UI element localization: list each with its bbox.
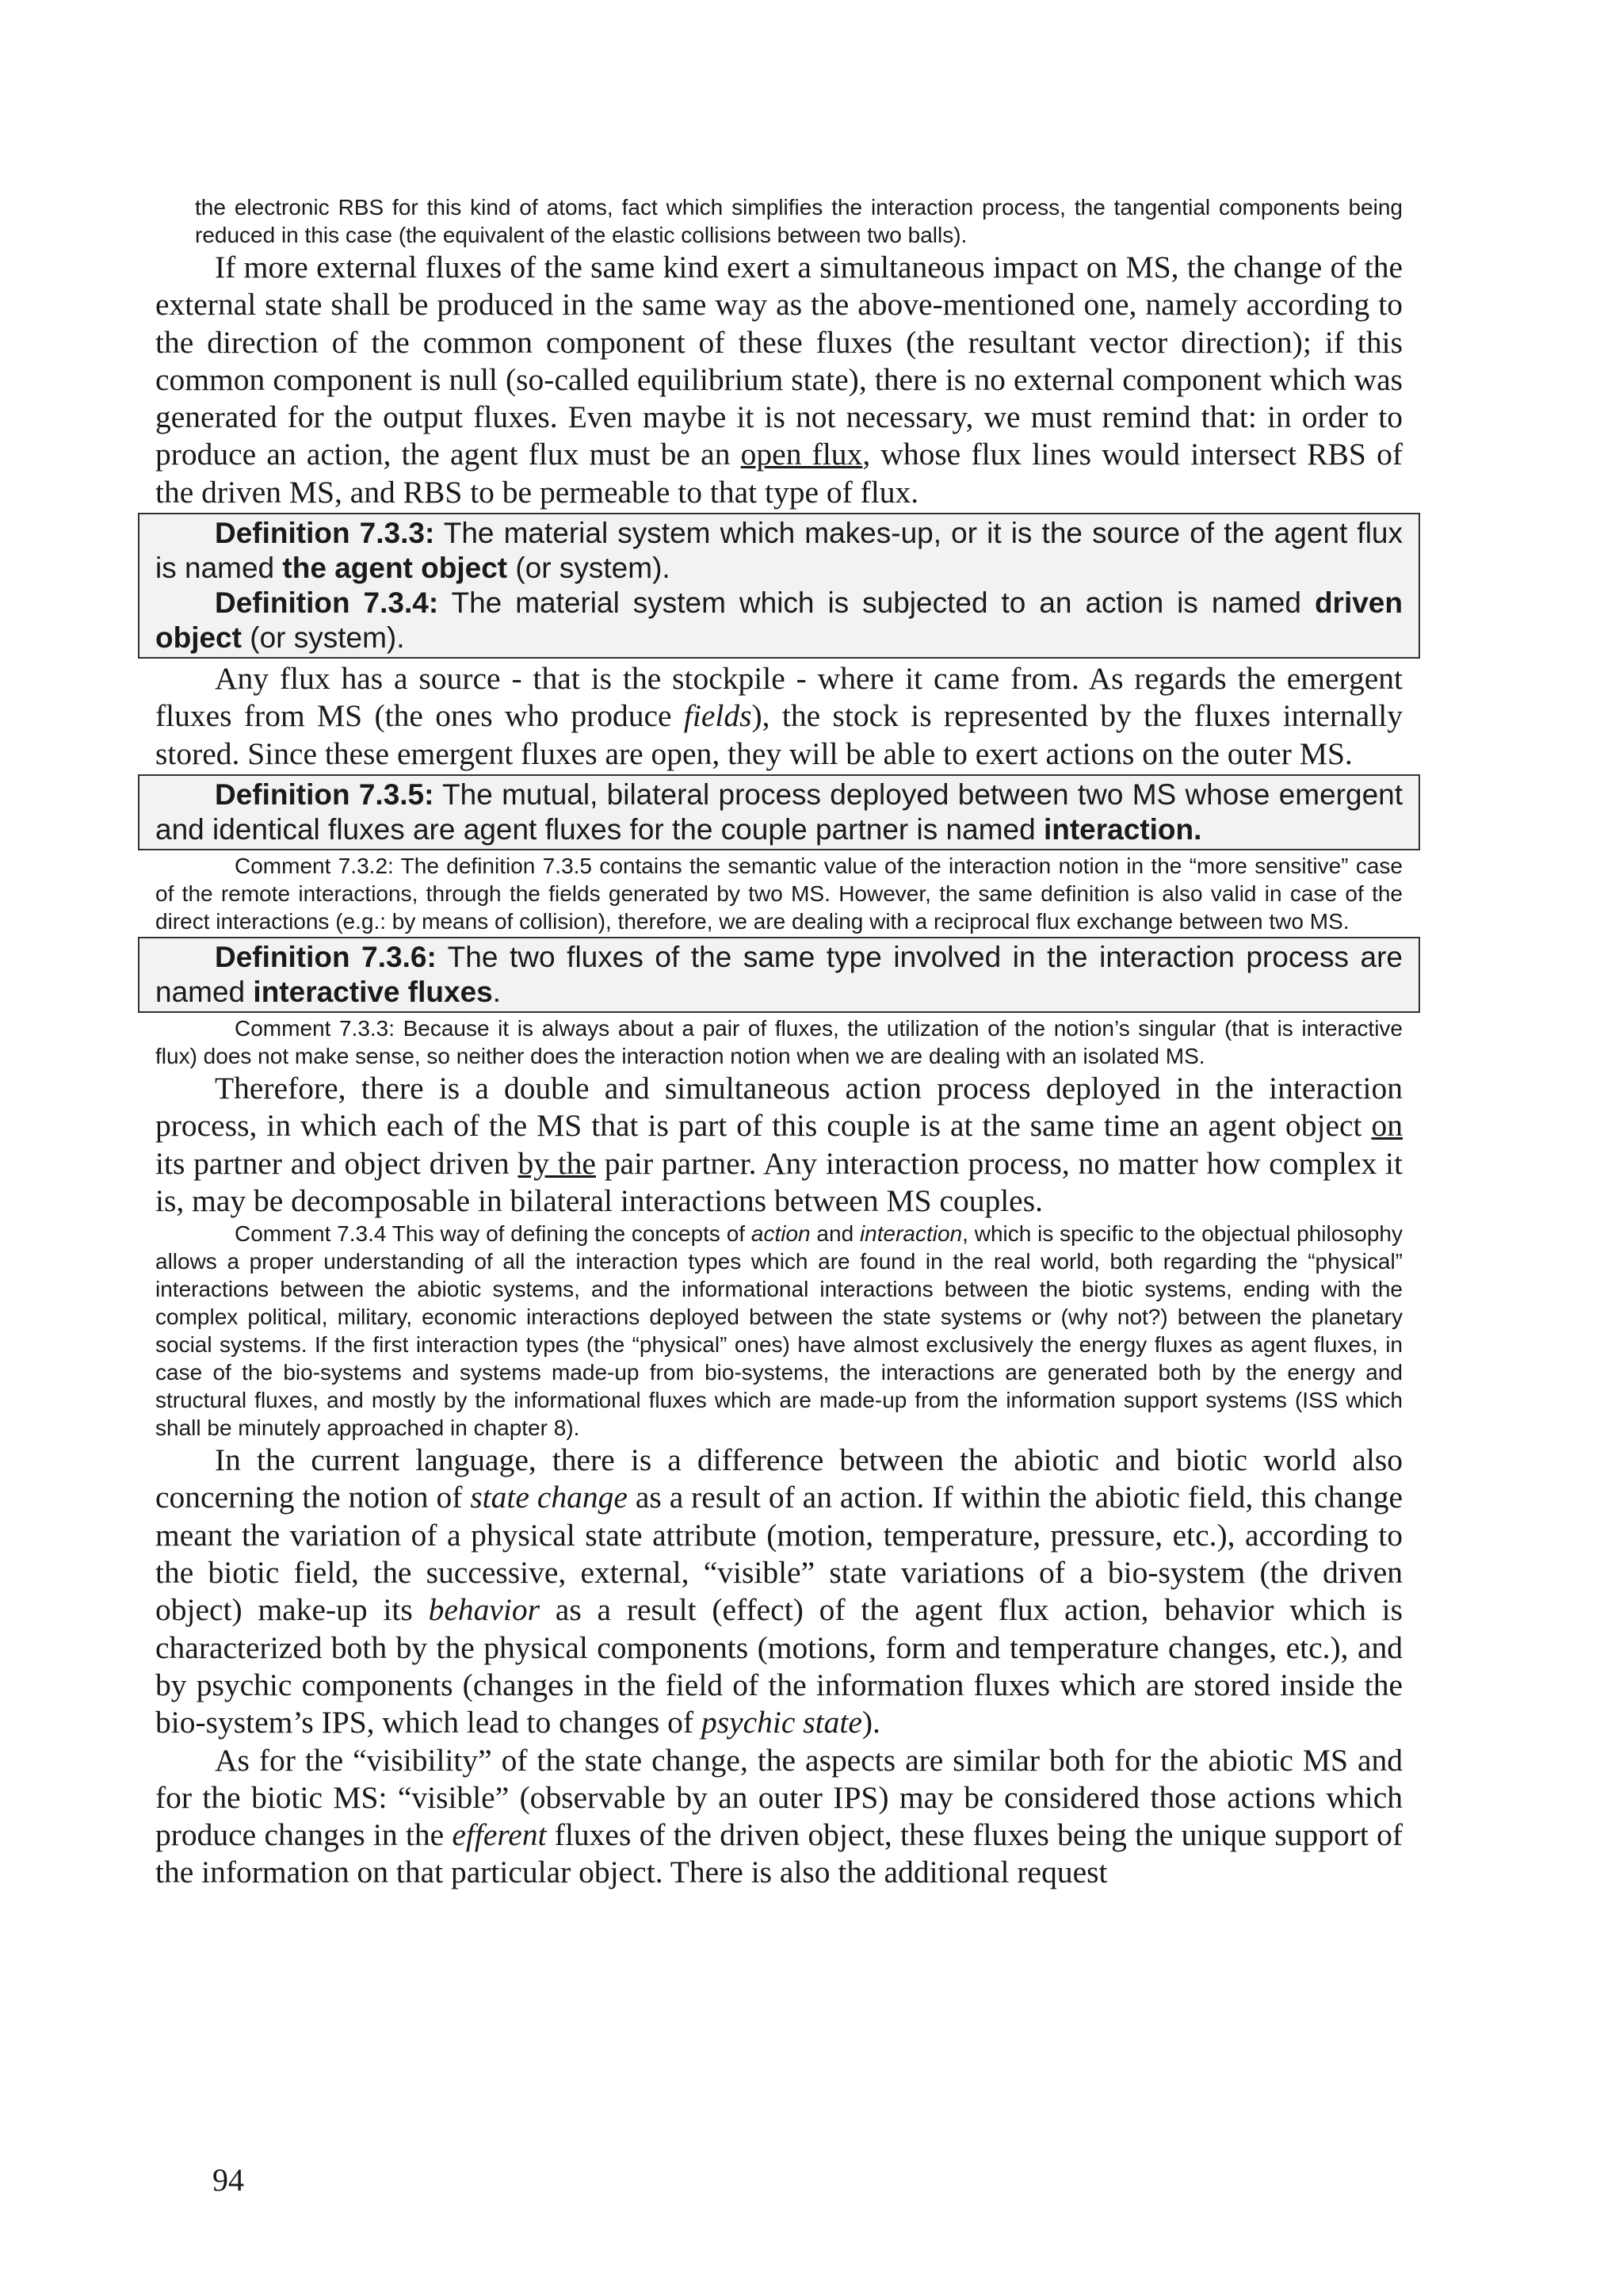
paragraph-external-fluxes bbox=[155, 249, 1403, 511]
c733-text: Comment 7.3.3: Because it is always about a pair of fluxes, the utilization of the notion’s singular (that is interactive flux) does not make sense, so neither does the interaction notion when we are dealing with an isolated MS. bbox=[155, 1015, 1403, 1068]
p5-text-a: As for the “visibility” of the state change, the aspects are similar both for the abiotic MS and for the biotic MS: “visible” (observable by an outer IPS) may be considered those actions which produce changes in the bbox=[155, 1742, 1403, 1853]
p4-italic-behavior: behavior bbox=[428, 1592, 540, 1628]
p3-text-c: pair partner. Any interaction process, no matter how complex it is, may be decomposable in bilateral interactions between MS couples. bbox=[155, 1145, 1403, 1218]
p4-text-d: ). bbox=[861, 1705, 880, 1740]
def734-text-a: The material system which is subjected to an action is named bbox=[438, 586, 1315, 620]
p2-italic: fields bbox=[683, 698, 752, 734]
c732-text: Comment 7.3.2: The definition 7.3.5 contains the semantic value of the interaction notion in the “more sensitive” case of the remote interactions, through the fields generated by two MS. However, the same definition is also valid in case of the direct interactions (e.g.: by means of collision), therefore, we are dealing with a reciprocal flux exchange between two MS. bbox=[155, 853, 1403, 934]
paragraph-continuation bbox=[155, 193, 1403, 249]
p1-text-a: If more external fluxes of the same kind exert a simultaneous impact on MS, the change of the external state shall be produced in the same way as the above-mentioned one, namely according to the direction of the common component of these fluxes (the resultant vector direction); if this common component is null (so-called equilibrium state), there is no external component which was generated for the output fluxes. Even maybe it is not necessary, we must remind that: in order to produce an action, the agent flux must be an bbox=[155, 250, 1403, 472]
def736-term: interactive fluxes bbox=[253, 975, 493, 1008]
p3-text-b: its partner and object driven bbox=[155, 1145, 518, 1181]
comment-7-3-3 bbox=[155, 1014, 1403, 1070]
def736-text-a: The two fluxes of the same type involved in the interaction process are named bbox=[155, 940, 1403, 1008]
p5-italic-efferent: efferent bbox=[452, 1817, 547, 1853]
p1-underline: open flux bbox=[740, 437, 863, 472]
p2-text-a: Any flux has a source - that is the stockpile - where it came from. As regards the emergent fluxes from MS (the ones who produce bbox=[155, 661, 1403, 734]
def735-term: interaction. bbox=[1043, 812, 1202, 846]
def736-text-b: . bbox=[492, 975, 502, 1008]
def734-term: driven object bbox=[155, 586, 1403, 655]
p3-underline-by-the: by the bbox=[517, 1145, 596, 1181]
def733-text-b: (or system). bbox=[507, 552, 670, 585]
c734-text-c: , which is specific to the objectual philosophy allows a proper understanding of all the interaction types which are found in the real world, both regarding the “physical” interactions between the abiotic systems, and the informational interactions between the biotic systems, ending with the complex political, military, economic interactions deployed between the state systems or (why not?) between the planetary social systems. If the first interaction types (the “physical” ones) have almost exclusively the energy fluxes as agent fluxes, in case of the bio-systems and systems made-up from bio-systems, the interactions are generated both by the energy and structural fluxes, and mostly by the informational fluxes which are made-up from the information support systems (ISS which shall be minutely approached in chapter 8). bbox=[155, 1221, 1403, 1441]
c734-text-b: and bbox=[810, 1221, 860, 1247]
definition-box-735 bbox=[138, 774, 1420, 850]
comment-7-3-4 bbox=[155, 1220, 1403, 1442]
def734-text-b: (or system). bbox=[241, 621, 405, 655]
p0-text: the electronic RBS for this kind of atoms, fact which simplifies the interaction process, the tangential components being reduced in this case (the equivalent of the elastic collisions between two balls). bbox=[195, 195, 1403, 247]
def734-label: Definition 7.3.4: bbox=[215, 586, 439, 620]
p5-text-b: fluxes of the driven object, these fluxes being the unique support of the information on that particular object. There is also the additional request bbox=[155, 1817, 1403, 1890]
comment-7-3-2 bbox=[155, 852, 1403, 935]
paragraph-flux-source bbox=[155, 660, 1403, 773]
def735-text-a: The mutual, bilateral process deployed between two MS whose emergent and identical fluxes are agent fluxes for the couple partner is named bbox=[155, 777, 1403, 846]
def733-label: Definition 7.3.3: bbox=[215, 517, 435, 550]
p4-text-a: In the current language, there is a difference between the abiotic and biotic world also concerning the notion of bbox=[155, 1442, 1403, 1515]
definition-7-3-3 bbox=[155, 516, 1403, 586]
definition-7-3-4 bbox=[155, 586, 1403, 655]
definition-7-3-6 bbox=[155, 940, 1403, 1010]
p4-italic-state-change: state change bbox=[470, 1480, 628, 1515]
c734-text-a: Comment 7.3.4 This way of defining the concepts of bbox=[235, 1221, 751, 1247]
def733-term: the agent object bbox=[282, 552, 508, 585]
page-number: 94 bbox=[212, 2162, 244, 2198]
def736-label: Definition 7.3.6: bbox=[215, 940, 437, 973]
c734-italic-action: action bbox=[750, 1221, 811, 1247]
def733-text-a: The material system which makes-up, or it is the source of the agent flux is named bbox=[155, 517, 1403, 585]
p1-text-b: , whose flux lines would intersect RBS of the driven MS, and RBS to be permeable to that type of flux. bbox=[155, 437, 1403, 510]
paragraph-double-action bbox=[155, 1070, 1403, 1220]
definition-box-736 bbox=[138, 937, 1420, 1013]
paragraph-state-change bbox=[155, 1442, 1403, 1741]
p4-text-b: as a result of an action. If within the abiotic field, this change meant the variation of a physical state attribute (motion, temperature, pressure, etc.), according to the biotic field, the successive, external, “visible” state variations of a bio-system (the driven object) make-up its bbox=[155, 1480, 1403, 1628]
page-content bbox=[155, 193, 1403, 1892]
p3-underline-on: on bbox=[1371, 1108, 1403, 1144]
p4-italic-psychic-state: psychic state bbox=[701, 1705, 862, 1740]
def735-label: Definition 7.3.5: bbox=[215, 777, 434, 811]
p3-text-a: Therefore, there is a double and simultaneous action process deployed in the interaction process, in which each of the MS that is part of this couple is at the same time an agent object bbox=[155, 1070, 1403, 1144]
p2-text-b: ), the stock is represented by the fluxes internally stored. Since these emergent fluxes are open, they will be able to exert actions on the outer MS. bbox=[155, 698, 1403, 771]
definition-7-3-5 bbox=[155, 777, 1403, 847]
p4-text-c: as a result (effect) of the agent flux action, behavior which is characterized both by the physical components (motions, form and temperature changes, etc.), and by psychic components (changes in the field of the information fluxes which are stored inside the bio-system’s IPS, which lead to changes of bbox=[155, 1592, 1403, 1740]
paragraph-visibility bbox=[155, 1742, 1403, 1892]
c734-italic-interaction: interaction bbox=[859, 1221, 963, 1247]
definition-box-733-734 bbox=[138, 513, 1420, 659]
